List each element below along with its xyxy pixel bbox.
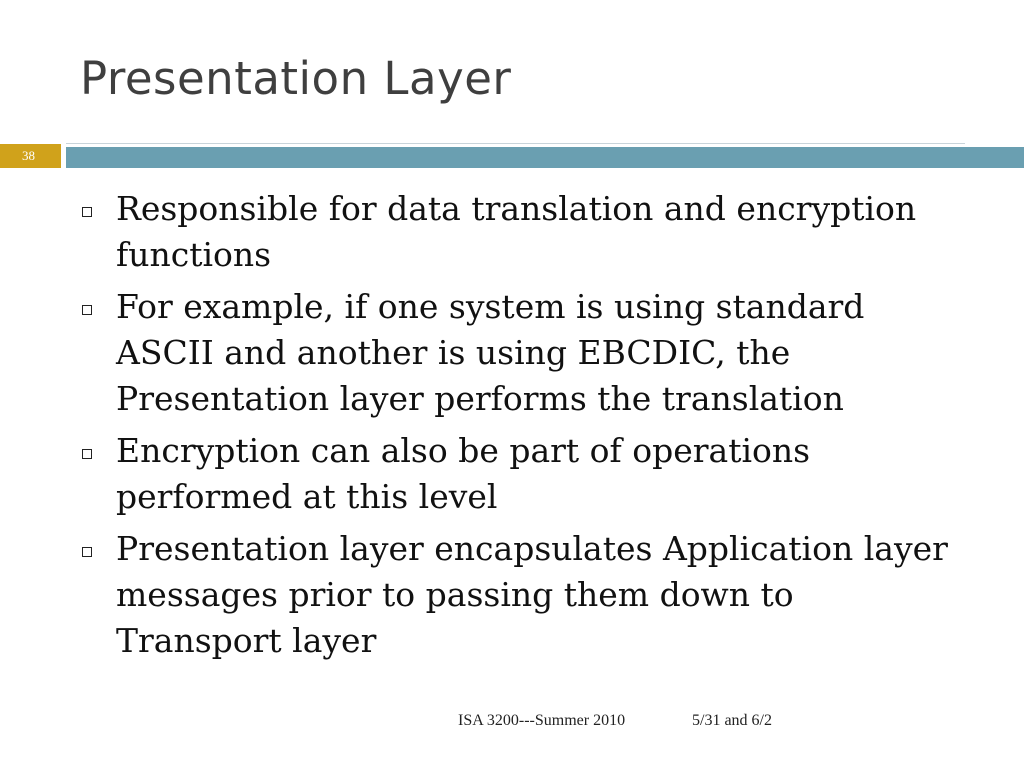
hollow-square-bullet-icon	[82, 449, 92, 459]
header-band	[66, 147, 1024, 168]
slide-title: Presentation Layer	[80, 52, 512, 105]
title-divider-line	[66, 143, 965, 144]
page-number-badge	[0, 144, 61, 168]
bullet-item	[82, 284, 962, 422]
bullet-text: Presentation layer encapsulates Application layer messages prior to passing them down to Transport layer	[116, 529, 948, 660]
bullet-list	[82, 186, 962, 670]
footer-date: 5/31 and 6/2	[692, 712, 772, 729]
bullet-text: For example, if one system is using standard ASCII and another is using EBCDIC, the Presentation layer performs the translation	[116, 287, 865, 418]
bullet-item	[82, 186, 962, 278]
hollow-square-bullet-icon	[82, 305, 92, 315]
bullet-item	[82, 428, 962, 520]
bullet-text: Encryption can also be part of operations performed at this level	[116, 431, 811, 516]
page-number: 38	[22, 148, 35, 163]
bullet-text: Responsible for data translation and encryption functions	[116, 189, 917, 274]
hollow-square-bullet-icon	[82, 547, 92, 557]
bullet-item	[82, 526, 962, 664]
hollow-square-bullet-icon	[82, 207, 92, 217]
footer-course: ISA 3200---Summer 2010	[458, 712, 626, 729]
